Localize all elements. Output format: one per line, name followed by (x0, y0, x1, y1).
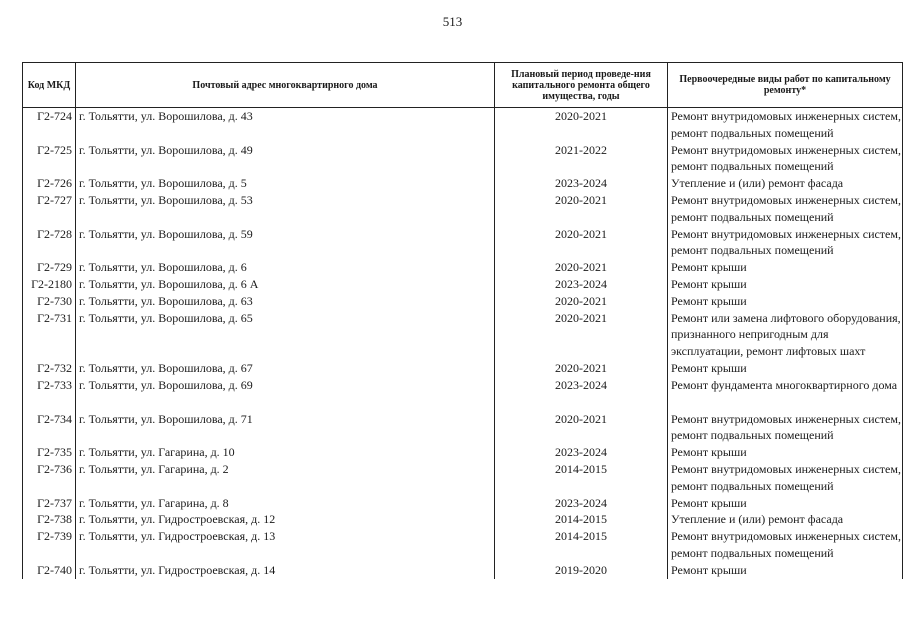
header-address: Почтовый адрес многоквартирного дома (76, 63, 495, 108)
cell-address: г. Тольятти, ул. Ворошилова, д. 49 (76, 142, 495, 176)
cell-works: Ремонт крыши (668, 293, 903, 310)
cell-address: г. Тольятти, ул. Ворошилова, д. 65 (76, 310, 495, 360)
table-header-row (23, 63, 903, 108)
cell-address: г. Тольятти, ул. Ворошилова, д. 53 (76, 192, 495, 226)
cell-code: Г2-732 (23, 360, 76, 377)
table-row (23, 461, 903, 495)
cell-period: 2020-2021 (495, 293, 668, 310)
cell-works: Ремонт крыши (668, 495, 903, 512)
table-row (23, 411, 903, 445)
cell-address: г. Тольятти, ул. Гагарина, д. 10 (76, 444, 495, 461)
table-row (23, 276, 903, 293)
cell-period: 2014-2015 (495, 528, 668, 562)
header-period: Плановый период проведе-ния капитального ремонта общего имущества, годы (495, 63, 668, 108)
cell-code: Г2-739 (23, 528, 76, 562)
table-row (23, 175, 903, 192)
cell-works: Ремонт внутридомовых инженерных систем, ремонт подвальных помещений (668, 192, 903, 226)
cell-works: Ремонт внутридомовых инженерных систем, ремонт подвальных помещений (668, 411, 903, 445)
repair-schedule-table (22, 62, 903, 579)
cell-code: Г2-740 (23, 562, 76, 579)
cell-period: 2020-2021 (495, 360, 668, 377)
cell-code: Г2-730 (23, 293, 76, 310)
page-number: 513 (442, 14, 463, 29)
cell-works: Ремонт крыши (668, 276, 903, 293)
cell-address: г. Тольятти, ул. Гагарина, д. 2 (76, 461, 495, 495)
cell-address: г. Тольятти, ул. Ворошилова, д. 43 (76, 108, 495, 142)
cell-period: 2023-2024 (495, 444, 668, 461)
table-row (23, 108, 903, 142)
cell-address: г. Тольятти, ул. Ворошилова, д. 5 (76, 175, 495, 192)
cell-period: 2020-2021 (495, 192, 668, 226)
table-row (23, 192, 903, 226)
cell-address: г. Тольятти, ул. Гагарина, д. 8 (76, 495, 495, 512)
cell-period: 2020-2021 (495, 259, 668, 276)
table-row (23, 511, 903, 528)
cell-works: Утепление и (или) ремонт фасада (668, 175, 903, 192)
cell-code: Г2-731 (23, 310, 76, 360)
cell-period: 2014-2015 (495, 511, 668, 528)
cell-works: Ремонт внутридомовых инженерных систем, ремонт подвальных помещений (668, 108, 903, 142)
table-row (23, 259, 903, 276)
cell-code: Г2-729 (23, 259, 76, 276)
cell-address: г. Тольятти, ул. Гидростроевская, д. 12 (76, 511, 495, 528)
cell-code: Г2-736 (23, 461, 76, 495)
cell-address: г. Тольятти, ул. Ворошилова, д. 69 (76, 377, 495, 411)
cell-code: Г2-726 (23, 175, 76, 192)
cell-code: Г2-734 (23, 411, 76, 445)
cell-works: Ремонт крыши (668, 360, 903, 377)
cell-works: Ремонт внутридомовых инженерных систем, ремонт подвальных помещений (668, 461, 903, 495)
table-row (23, 495, 903, 512)
table-row (23, 360, 903, 377)
cell-code: Г2-2180 (23, 276, 76, 293)
cell-works: Ремонт крыши (668, 444, 903, 461)
table-row (23, 377, 903, 411)
cell-address: г. Тольятти, ул. Ворошилова, д. 6 А (76, 276, 495, 293)
table-row (23, 310, 903, 360)
cell-period: 2020-2021 (495, 226, 668, 260)
cell-address: г. Тольятти, ул. Ворошилова, д. 67 (76, 360, 495, 377)
cell-works: Ремонт внутридомовых инженерных систем, ремонт подвальных помещений (668, 142, 903, 176)
cell-address: г. Тольятти, ул. Гидростроевская, д. 14 (76, 562, 495, 579)
cell-address: г. Тольятти, ул. Ворошилова, д. 63 (76, 293, 495, 310)
cell-period: 2023-2024 (495, 175, 668, 192)
cell-code: Г2-733 (23, 377, 76, 411)
table-row (23, 444, 903, 461)
header-code: Код МКД (23, 63, 76, 108)
cell-works: Ремонт крыши (668, 562, 903, 579)
cell-code: Г2-735 (23, 444, 76, 461)
cell-address: г. Тольятти, ул. Ворошилова, д. 59 (76, 226, 495, 260)
cell-period: 2020-2021 (495, 108, 668, 142)
cell-period: 2023-2024 (495, 495, 668, 512)
cell-period: 2014-2015 (495, 461, 668, 495)
cell-works: Ремонт внутридомовых инженерных систем, ремонт подвальных помещений (668, 226, 903, 260)
cell-period: 2019-2020 (495, 562, 668, 579)
cell-period: 2023-2024 (495, 377, 668, 411)
cell-works: Утепление и (или) ремонт фасада (668, 511, 903, 528)
cell-code: Г2-728 (23, 226, 76, 260)
table-row (23, 226, 903, 260)
table-row (23, 142, 903, 176)
cell-works: Ремонт или замена лифтового оборудования, признанного непригодным для эксплуатации, ремонт лифтовых шахт (668, 310, 903, 360)
cell-works: Ремонт крыши (668, 259, 903, 276)
cell-period: 2020-2021 (495, 310, 668, 360)
cell-code: Г2-737 (23, 495, 76, 512)
cell-code: Г2-725 (23, 142, 76, 176)
table-row (23, 562, 903, 579)
cell-works: Ремонт фундамента многоквартирного дома (668, 377, 903, 411)
table-row (23, 293, 903, 310)
cell-works: Ремонт внутридомовых инженерных систем, ремонт подвальных помещений (668, 528, 903, 562)
header-works: Первоочередные виды работ по капитальному ремонту* (668, 63, 903, 108)
cell-period: 2021-2022 (495, 142, 668, 176)
cell-address: г. Тольятти, ул. Ворошилова, д. 6 (76, 259, 495, 276)
table-row (23, 528, 903, 562)
cell-address: г. Тольятти, ул. Ворошилова, д. 71 (76, 411, 495, 445)
cell-period: 2023-2024 (495, 276, 668, 293)
cell-code: Г2-724 (23, 108, 76, 142)
cell-period: 2020-2021 (495, 411, 668, 445)
cell-address: г. Тольятти, ул. Гидростроевская, д. 13 (76, 528, 495, 562)
cell-code: Г2-727 (23, 192, 76, 226)
cell-code: Г2-738 (23, 511, 76, 528)
